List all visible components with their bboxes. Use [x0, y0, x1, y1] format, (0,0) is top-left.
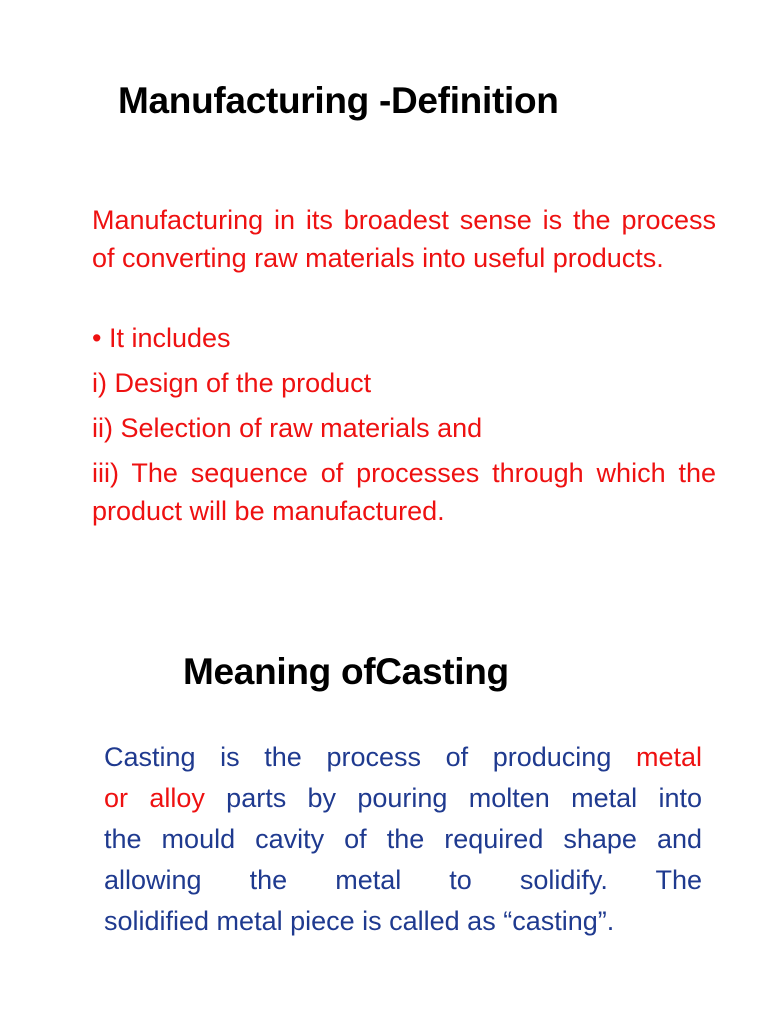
casting-line-4	[104, 860, 702, 901]
casting-line-3-text: the mould cavity of the required shape and	[104, 824, 702, 854]
list-item-sequence: iii) The sequence of processes through which the product will be manufactured.	[92, 458, 716, 526]
casting-line-2	[104, 778, 702, 819]
casting-line-5-text: solidified metal piece is called as “casting”.	[104, 906, 615, 936]
includes-bullet: • It includes	[92, 323, 231, 353]
casting-meaning-heading: Meaning ofCasting	[183, 651, 509, 692]
casting-line-1-text: Casting is the process of producing	[104, 742, 636, 772]
casting-line-3	[104, 819, 702, 860]
casting-line-2-text: parts by pouring molten metal into	[204, 783, 702, 813]
casting-line-1	[104, 737, 702, 778]
highlight-metal: metal	[635, 742, 702, 772]
highlight-or-alloy: or alloy	[104, 783, 205, 813]
list-item-design: i) Design of the product	[92, 368, 372, 398]
casting-definition-text	[104, 737, 702, 942]
list-item-selection: ii) Selection of raw materials and	[92, 413, 483, 443]
manufacturing-definition-text: Manufacturing in its broadest sense is the process of converting raw materials into useful products.	[92, 205, 716, 273]
casting-line-4-text: allowing the metal to solidify. The	[104, 865, 702, 895]
manufacturing-definition-heading: Manufacturing -Definition	[118, 80, 559, 121]
casting-line-5	[104, 901, 702, 942]
